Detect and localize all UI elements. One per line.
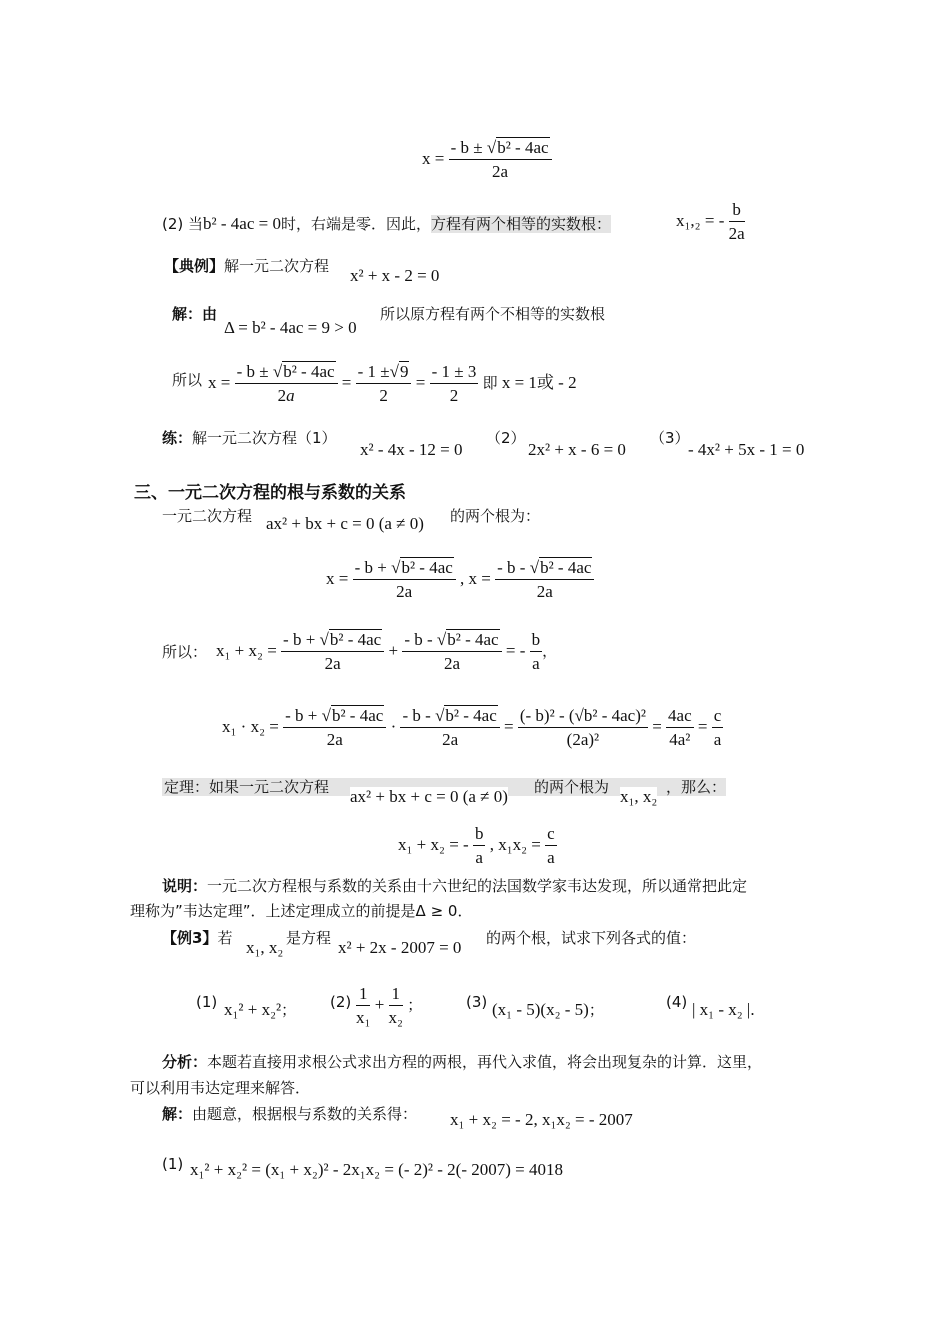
formula-fraction: $\frac{\text{- b ± √b² - 4ac}}{2a}$ [449, 138, 552, 182]
intro-line: 一元二次方程 [162, 507, 253, 525]
sum-so: 所以： [162, 643, 208, 661]
theorem-tail: ，那么： [666, 778, 727, 796]
solution-text: 所以原方程有两个不相等的实数根 [380, 305, 606, 323]
part-3-expr: (x₁ - 5)(x₂ - 5)； [492, 1000, 604, 1019]
quadratic-formula [422, 138, 552, 182]
intro-tail: 的两个根为： [450, 507, 541, 525]
practice-eq-1: x² - 4x - 12 = 0 [360, 440, 463, 459]
part-4-expr: | x₁ - x₂ |. [692, 1000, 755, 1019]
example-3-equation: x² + 2x - 2007 = 0 [338, 938, 462, 957]
equal-roots-line: (2) 当b² - 4ac = 0时，右端是零．因此，方程有两个相等的实数根： [162, 214, 611, 233]
example-1-equation: x² + x - 2 = 0 [350, 266, 440, 285]
part-1-label: (1) [196, 993, 218, 1011]
sum-formula: x₁ + x₂ = $\frac{\text{- b + √b² - 4ac}}{2a}$ + $\frac{\text{- b - √b² - 4ac}}{2a}$ = - $\frac{b}{a}$ ， [216, 630, 558, 673]
solution-3-part-1-label: (1) [162, 1155, 184, 1173]
solution-formula: x = $\frac{\text{- b ± √b² - 4ac}}{2a}$ = $\frac{- 1 \pm√9}{2}$ = $\frac{- 1 \pm 3}{2}$ 即 x = 1或 - 2 [208, 362, 577, 405]
part-2-label: (2) [330, 993, 352, 1011]
delta-value: Δ = b² - 4ac = 9 > 0 [224, 318, 357, 337]
theorem-roots: x₁, x₂ [620, 787, 658, 806]
theorem-text: 定理：如果一元二次方程 [164, 778, 330, 796]
product-formula: x₁ · x₂ = $\frac{\text{- b + √b² - 4ac}}{2a}$ · $\frac{\text{- b - √b² - 4ac}}{2a}$ = $\frac{\text{(- b)² - (√b² - 4ac)²}}{\text{(2a)²}}$ = $\frac{4ac}{\text{4a²}}$ = $\frac{c}{a}$ [222, 706, 722, 749]
formula-lhs: x = [422, 148, 445, 168]
note-line-1: 说明：一元二次方程根与系数的关系由十六世纪的法国数学家韦达发现，所以通常把此定 [162, 877, 748, 895]
practice-3-label: （3） [650, 429, 690, 447]
solution-tag: 解：由 [172, 305, 218, 323]
example-3-tail: 的两个根，试求下列各式的值： [486, 929, 697, 947]
example-3-roots: x₁, x₂ [246, 938, 284, 957]
practice-eq-2: 2x² + x - 6 = 0 [528, 440, 626, 459]
solution-3-line: 解：由题意，根据根与系数的关系得： [162, 1105, 418, 1123]
roots-formula: x = $\frac{\text{- b + √b² - 4ac}}{2a}$ , x = $\frac{\text{- b - √b² - 4ac}}{2a}$ [326, 558, 594, 602]
note-line-2: 理称为”韦达定理”．上述定理成立的前提是Δ ≥ 0． [130, 902, 473, 920]
analysis-line-1: 分析：本题若直接用求根公式求出方程的两根，再代入求值，将会出现复杂的计算．这里， [162, 1053, 763, 1071]
practice-line: 练：解一元二次方程（1） [162, 429, 337, 447]
example-3-mid: 是方程 [286, 929, 332, 947]
solution-3-equation: x₁ + x₂ = - 2, x₁x₂ = - 2007 [450, 1110, 633, 1129]
vieta-formula: x₁ + x₂ = - $\frac{b}{a}$ , x₁x₂ = $\frac{c}{a}$ [398, 824, 555, 867]
analysis-line-2: 可以利用韦达定理来解答． [130, 1079, 311, 1097]
example-1: 【典例】解一元二次方程 [164, 257, 330, 275]
intro-equation: ax² + bx + c = 0 (a ≠ 0) [266, 514, 424, 533]
theorem-mid: 的两个根为 [534, 778, 610, 796]
solution-3-part-1-equation: x₁² + x₂² = (x₁ + x₂)² - 2x₁x₂ = (- 2)² - 2(- 2007) = 4018 [190, 1160, 563, 1179]
equal-roots-result: x₁,₂ = - $\frac{b}{2a}$ [676, 200, 745, 243]
part-2-expr: $\frac{1}{\text{x₁}}$ + $\frac{1}{\text{x₂}}$ ； [356, 984, 423, 1027]
practice-2-label: （2） [486, 429, 526, 447]
part-4-label: (4) [666, 993, 688, 1011]
example-3-line: 【例3】若 [162, 929, 233, 947]
part-3-label: (3) [466, 993, 488, 1011]
section-3-heading: 三、一元二次方程的根与系数的关系 [134, 483, 406, 503]
solution-so: 所以 [172, 371, 203, 389]
highlight-equal-roots: 方程有两个相等的实数根： [430, 215, 611, 233]
theorem-equation: ax² + bx + c = 0 (a ≠ 0) [350, 787, 508, 806]
part-1-expr: x₁² + x₂²； [224, 1000, 297, 1019]
practice-eq-3: - 4x² + 5x - 1 = 0 [688, 440, 805, 459]
